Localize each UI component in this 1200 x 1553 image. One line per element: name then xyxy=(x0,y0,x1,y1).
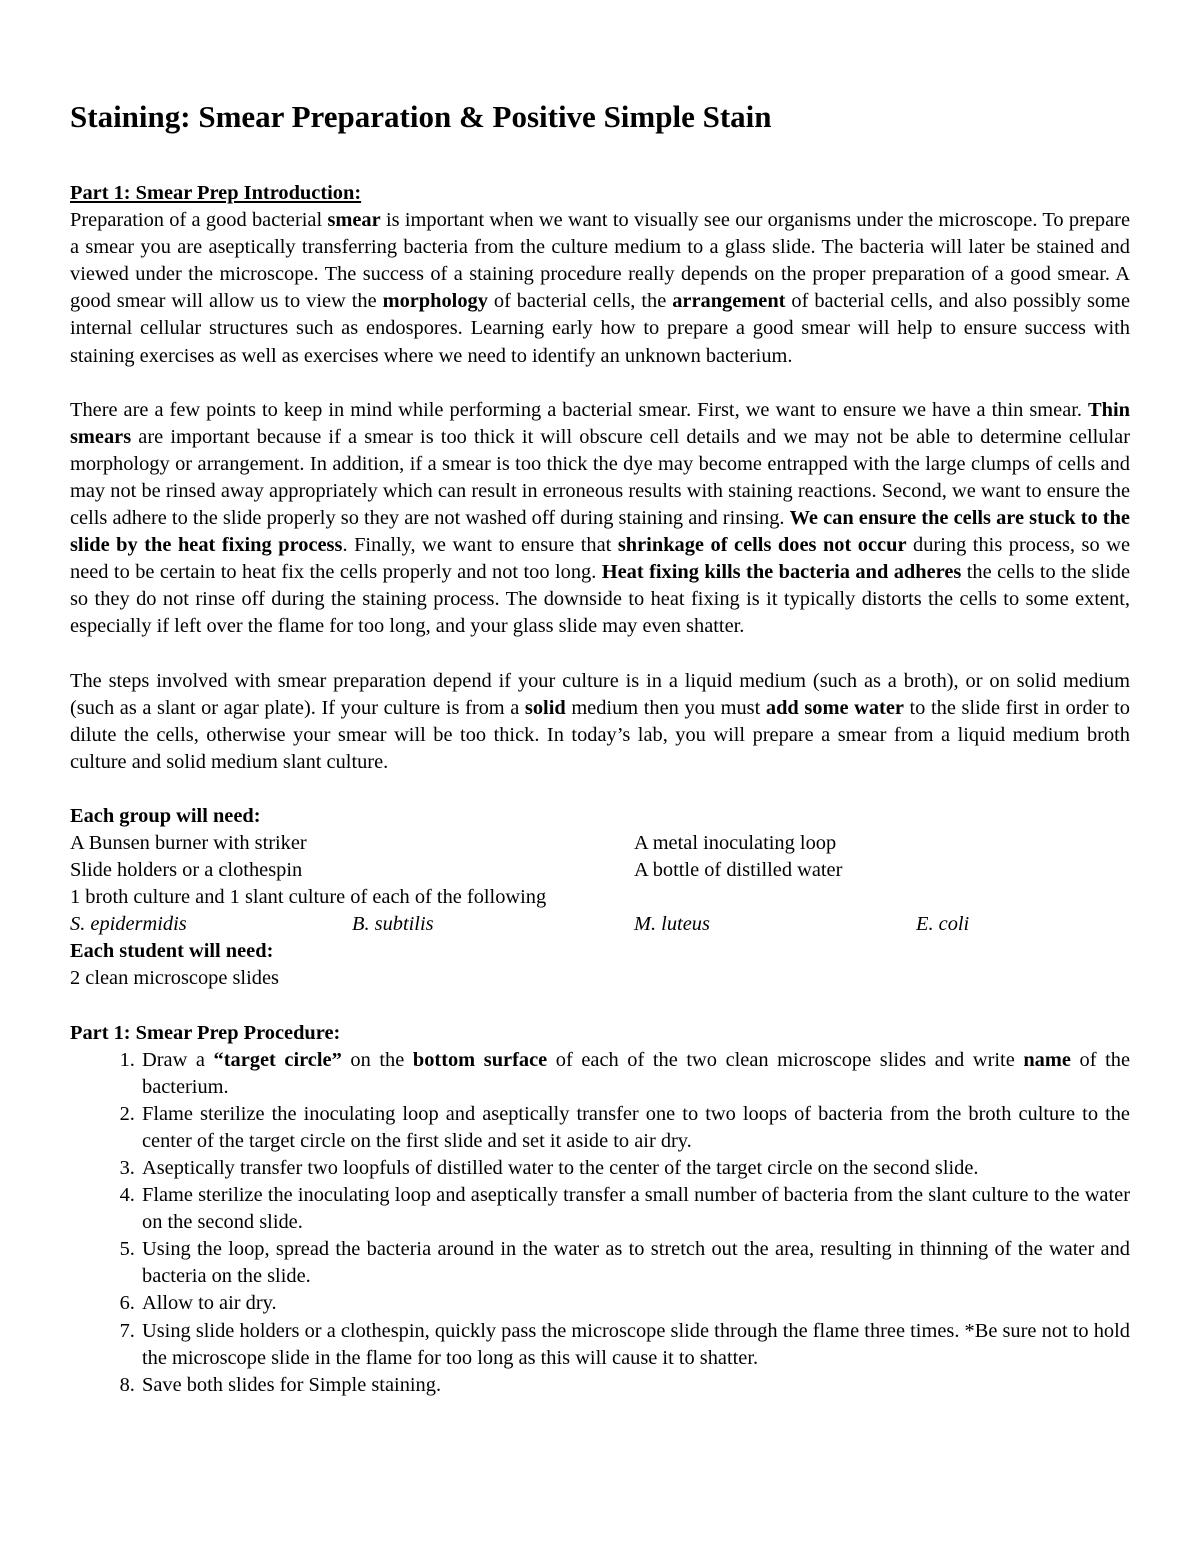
term-smear: smear xyxy=(327,209,381,232)
group-materials-list xyxy=(70,830,1130,884)
term-morphology: morphology xyxy=(382,290,488,313)
procedure-step-6: 6. Allow to air dry. xyxy=(140,1290,1130,1317)
emphasis-heat-fixing-kills: Heat fixing kills the bacteria and adheres xyxy=(601,561,962,584)
part1-intro-heading: Part 1: Smear Prep Introduction: xyxy=(70,182,362,204)
organism-name: E. coli xyxy=(916,913,970,936)
emphasis-add-some-water: add some water xyxy=(765,696,904,719)
organism-name: M. luteus xyxy=(634,913,710,936)
emphasis-shrinkage: shrinkage of cells does not occur xyxy=(617,534,907,557)
procedure-steps xyxy=(70,1047,1130,1399)
procedure-step-5: 5. Using the loop, spread the bacteria around in the water as to stretch out the area, resulting in thinning of the water and bacteria on the slide. xyxy=(140,1236,1130,1290)
list-item: 2 clean microscope slides xyxy=(70,967,279,990)
procedure-step-3: 3. Aseptically transfer two loopfuls of distilled water to the center of the target circle on the second slide. xyxy=(140,1155,1130,1182)
group-materials-heading: Each group will need: xyxy=(70,804,261,827)
term-thin-smears: Thin smears xyxy=(70,398,1130,448)
procedure-step-8: 8. Save both slides for Simple staining. xyxy=(140,1372,1130,1399)
cultures-line: 1 broth culture and 1 slant culture of each of the following xyxy=(70,886,547,909)
list-item: Slide holders or a clothespin xyxy=(70,859,303,882)
procedure-step-7: 7. Using slide holders or a clothespin, quickly pass the microscope slide through the flame three times. *Be sure not to hold the microscope slide in the flame for too long as this will cause it to shatter. xyxy=(140,1318,1130,1372)
organism-name: S. epidermidis xyxy=(70,913,187,936)
emphasis-heat-fixing-process: We can ensure the cells are stuck to the slide by the heat fixing process xyxy=(70,507,1130,557)
list-item: A Bunsen burner with striker xyxy=(70,831,307,854)
procedure-step-2: 2. Flame sterilize the inoculating loop and aseptically transfer one to two loops of bacteria from the broth culture to the center of the target circle on the first slide and set it aside to air dry. xyxy=(140,1101,1130,1155)
intro-paragraph-2: There are a few points to keep in mind while performing a bacterial smear. First, we want to ensure we have a thin smear. Thin smears are important because if a smear is too thick it will obscure cell details and we may not be able to determine cellular morphology or arrangement. In addition, if a smear is too thick the dye may become entrapped with the large clumps of cells and may not be rinsed away appropriately which can result in erroneous results with staining reactions. Second, we want to ensure the cells adhere to the slide properly so they are not washed off during staining and rinsing. We can ensure the cells are stuck to the slide by the heat fixing process. Finally, we want to ensure that shrinkage of cells does not occur during this process, so we need to be certain to heat fix the cells properly and not too long. Heat fixing kills the bacteria and adheres the cells to the slide so they do not rinse off during the staining process. The downside to heat fixing is it typically distorts the cells to some extent, especially if left over the flame for too long, and your glass slide may even shatter. xyxy=(70,398,1130,638)
document-title: Staining: Smear Preparation & Positive Simple Stain xyxy=(70,99,772,134)
intro-paragraph-3: The steps involved with smear preparation depend if your culture is in a liquid medium (such as a broth), or on solid medium (such as a slant or agar plate). If your culture is from a solid medium then you must add some water to the slide first in order to dilute the cells, otherwise your smear will be too thick. In today’s lab, you will prepare a smear from a liquid medium broth culture and solid medium slant culture. xyxy=(70,669,1130,773)
list-item: A bottle of distilled water xyxy=(634,859,843,882)
organism-list xyxy=(70,911,1130,938)
intro-paragraph-1: Preparation of a good bacterial smear is important when we want to visually see our organisms under the microscope. To prepare a smear you are aseptically transferring bacteria from the culture medium to a glass slide. The bacteria will later be stained and viewed under the microscope. The success of a staining procedure really depends on the proper preparation of a good smear. A good smear will allow us to view the morphology of bacterial cells, the arrangement of bacterial cells, and also possibly some internal cellular structures such as endospores. Learning early how to prepare a good smear will help to ensure success with staining exercises as well as exercises where we need to identify an unknown bacterium. xyxy=(70,209,1130,367)
list-item: A metal inoculating loop xyxy=(634,831,837,854)
procedure-heading: Part 1: Smear Prep Procedure: xyxy=(70,1021,341,1044)
procedure-step-1: 1. Draw a “target circle” on the bottom surface of each of the two clean microscope slides and write name of the bacterium. xyxy=(140,1047,1130,1101)
organism-name: B. subtilis xyxy=(352,913,434,936)
procedure-step-4: 4. Flame sterilize the inoculating loop and aseptically transfer a small number of bacteria from the slant culture to the water on the second slide. xyxy=(140,1182,1130,1236)
student-materials-heading: Each student will need: xyxy=(70,940,274,963)
term-solid: solid xyxy=(524,696,566,719)
term-arrangement: arrangement xyxy=(672,290,786,313)
